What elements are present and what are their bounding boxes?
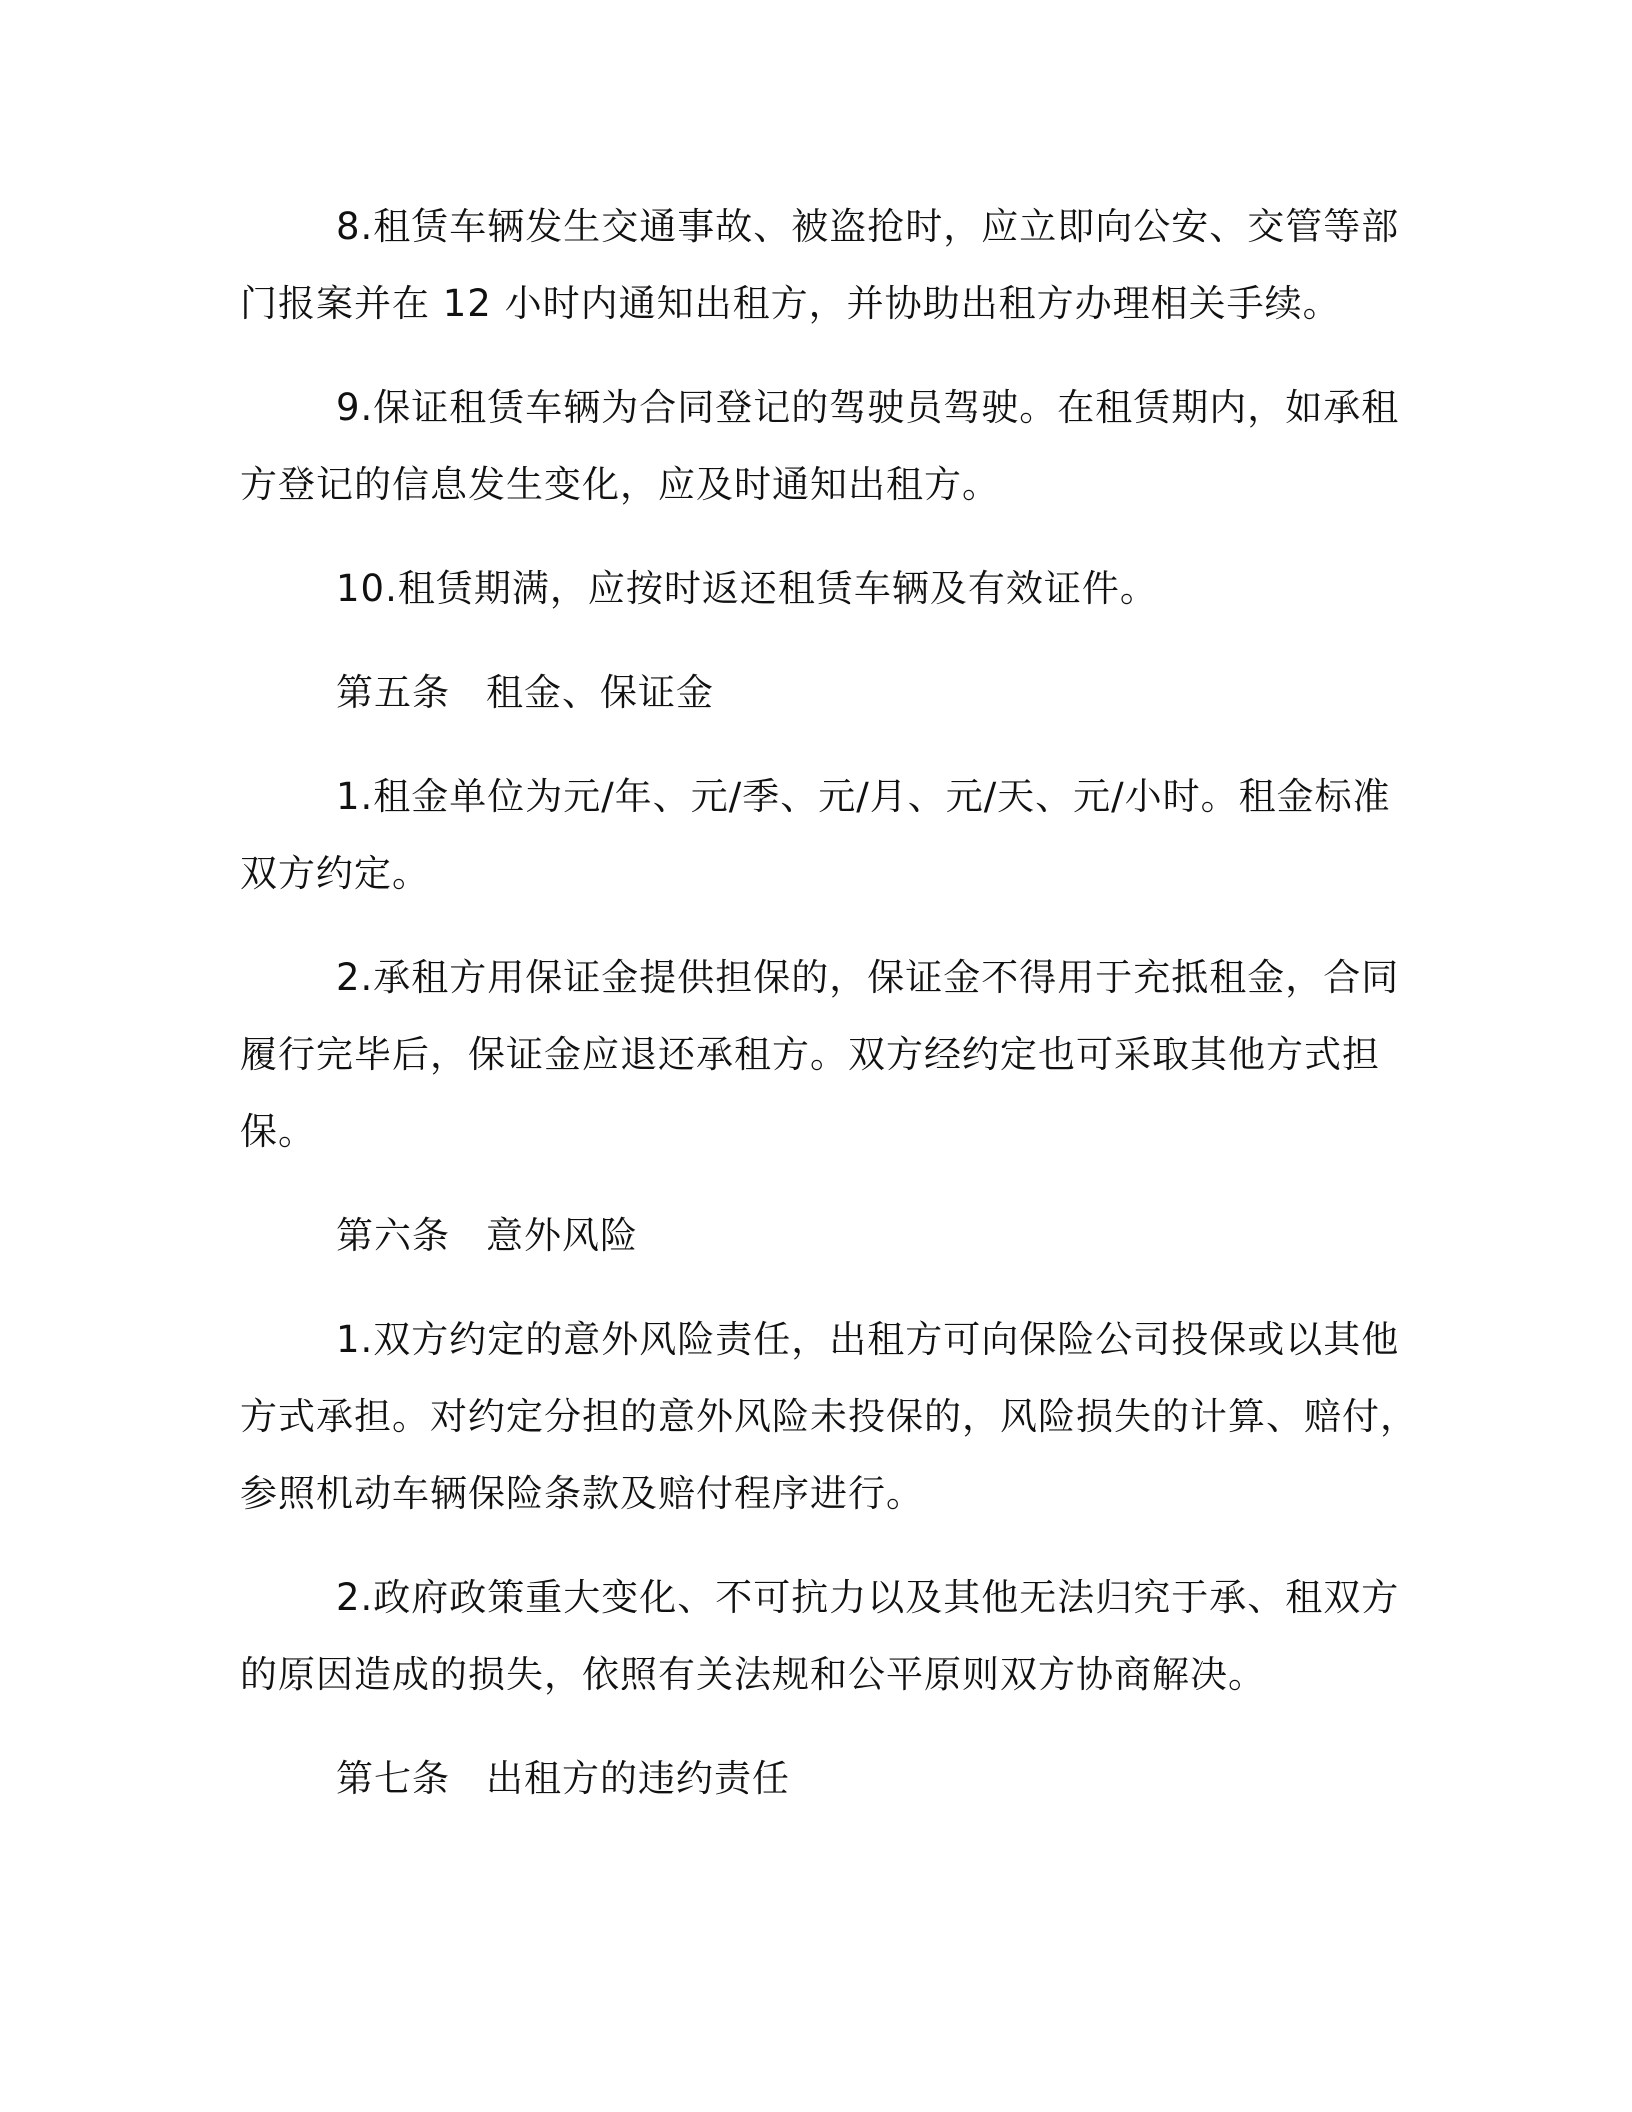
article-number: 第七条 bbox=[336, 1757, 450, 1800]
article-number: 第六条 bbox=[336, 1214, 450, 1257]
article-6-clause-1 bbox=[240, 1301, 1418, 1532]
article-heading-line bbox=[240, 654, 1375, 731]
text-line: 门报案并在 12 小时内通知出租方，并协助出租方办理相关手续。 bbox=[240, 282, 1341, 325]
article-5-heading bbox=[240, 654, 1375, 731]
text-line: 10.租赁期满，应按时返还租赁车辆及有效证件。 bbox=[336, 567, 1158, 610]
paragraph-clause-10 bbox=[240, 550, 1375, 627]
paragraph-clause-8 bbox=[240, 188, 1400, 342]
article-6-clause-2 bbox=[240, 1559, 1400, 1713]
text-line: 方登记的信息发生变化，应及时通知出租方。 bbox=[240, 463, 1000, 506]
article-title: 意外风险 bbox=[486, 1214, 638, 1257]
article-title: 出租方的违约责任 bbox=[486, 1757, 790, 1800]
text-line: 履行完毕后，保证金应退还承租方。双方经约定也可采取其他方式担 bbox=[240, 1033, 1380, 1076]
text-line: 的原因造成的损失，依照有关法规和公平原则双方协商解决。 bbox=[240, 1653, 1266, 1696]
text-line: 2.政府政策重大变化、不可抗力以及其他无法归究于承、租双方 bbox=[336, 1576, 1400, 1619]
article-heading-line bbox=[240, 1197, 1375, 1274]
paragraph-clause-9 bbox=[240, 369, 1400, 523]
text-line: 保。 bbox=[240, 1110, 316, 1153]
article-6-heading bbox=[240, 1197, 1375, 1274]
article-title: 租金、保证金 bbox=[486, 671, 714, 714]
text-line: 1.租金单位为元/年、元/季、元/月、元/天、元/小时。租金标准 bbox=[336, 775, 1391, 818]
document-page bbox=[240, 188, 1418, 1844]
text-line: 1.双方约定的意外风险责任，出租方可向保险公司投保或以其他 bbox=[336, 1318, 1400, 1361]
article-7-heading bbox=[240, 1740, 1375, 1817]
article-5-clause-2 bbox=[240, 939, 1400, 1170]
article-heading-line bbox=[240, 1740, 1375, 1817]
text-line: 2.承租方用保证金提供担保的，保证金不得用于充抵租金，合同 bbox=[336, 956, 1400, 999]
text-line: 方式承担。对约定分担的意外风险未投保的，风险损失的计算、赔付， bbox=[240, 1395, 1418, 1438]
text-line: 8.租赁车辆发生交通事故、被盗抢时，应立即向公安、交管等部 bbox=[336, 205, 1400, 248]
article-5-clause-1 bbox=[240, 758, 1391, 912]
text-line: 9.保证租赁车辆为合同登记的驾驶员驾驶。在租赁期内，如承租 bbox=[336, 386, 1400, 429]
text-line: 参照机动车辆保险条款及赔付程序进行。 bbox=[240, 1472, 924, 1515]
article-number: 第五条 bbox=[336, 671, 450, 714]
text-line: 双方约定。 bbox=[240, 852, 430, 895]
